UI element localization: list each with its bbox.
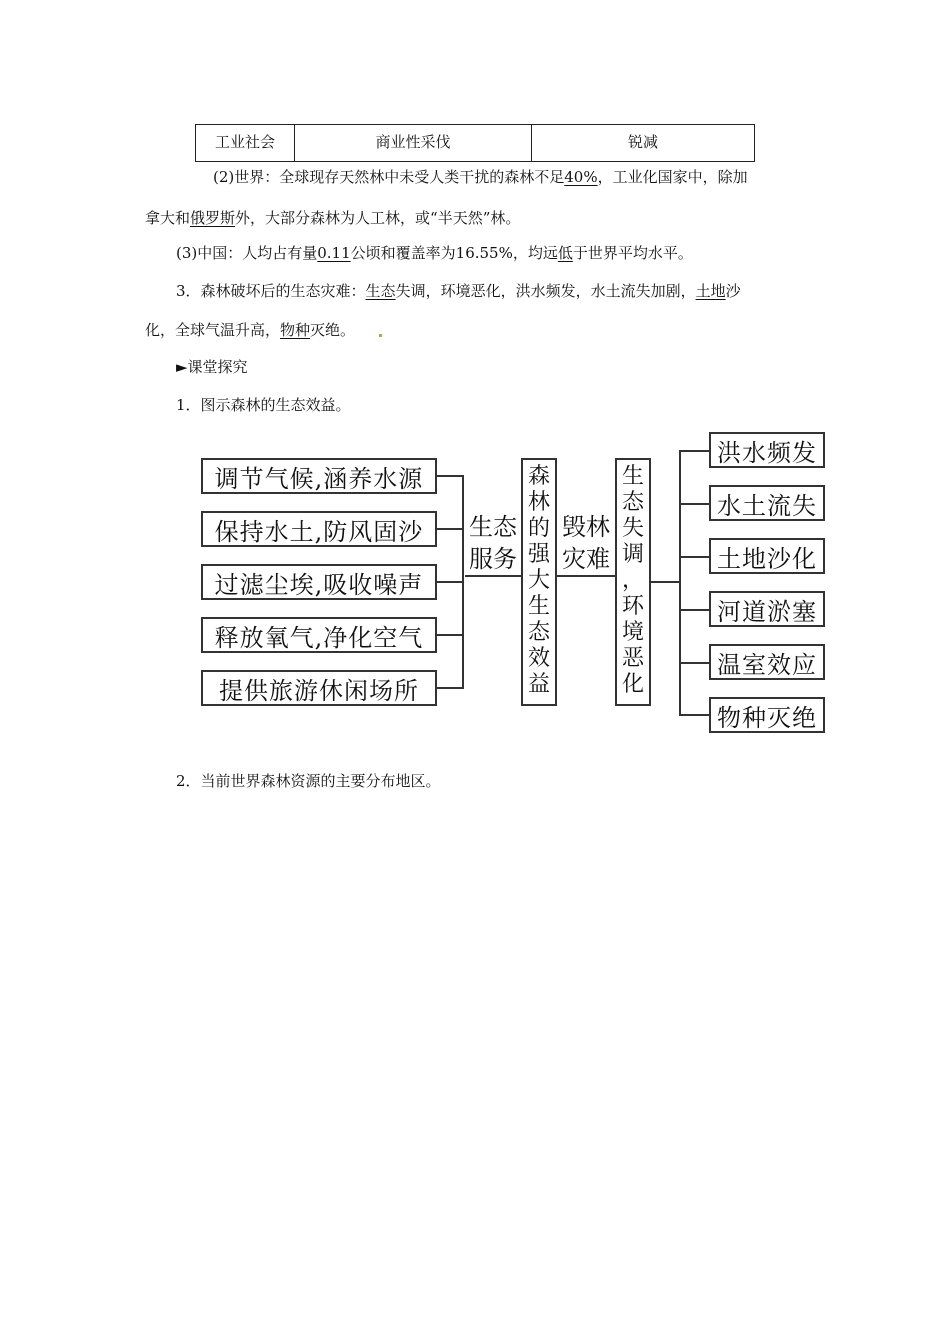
connector-line: [651, 581, 680, 583]
underlined-answer: 0.11: [317, 244, 351, 262]
question-item-2: 2．当前世界森林资源的主要分布地区。: [176, 772, 441, 790]
connector-line: [679, 714, 709, 716]
benefit-box: 释放氧气,净化空气: [201, 617, 437, 653]
table-cell: 锐减: [532, 125, 755, 162]
connector-line: [437, 634, 463, 636]
connector-line: [679, 609, 709, 611]
paragraph-disaster-line2: 化，全球气温升高，物种灭绝。: [145, 321, 356, 339]
connector-line: [679, 450, 709, 452]
connector-line: [679, 556, 709, 558]
connector-line: [437, 528, 463, 530]
center-benefit-box: 森 林 的 强 大 生 态 效 益: [521, 458, 557, 706]
table-cell: 商业性采伐: [295, 125, 532, 162]
paragraph-world-line1: (2)世界：全球现存天然林中未受人类干扰的森林不足40%，工业化国家中，除加: [213, 168, 748, 186]
connector-line: [437, 581, 463, 583]
label-ecological-service: 生态 服务: [465, 511, 521, 577]
table-cell: 工业社会: [196, 125, 295, 162]
disaster-box: 水土流失: [709, 485, 825, 521]
connector-line: [679, 503, 709, 505]
label-deforestation-disaster: 毁林 灾难: [557, 511, 615, 577]
connector-line: [462, 475, 464, 689]
question-item-1: 1．图示森林的生态效益。: [176, 396, 351, 414]
benefit-box: 调节气候,涵养水源: [201, 458, 437, 494]
paragraph-china: (3)中国：人均占有量0.11公顷和覆盖率为16.55%，均远低于世界平均水平。: [176, 244, 693, 262]
ecological-imbalance-box: 生 态 失 调 ， 环 境 恶 化: [615, 458, 651, 706]
stray-dot: [379, 334, 382, 337]
disaster-box: 土地沙化: [709, 538, 825, 574]
disaster-box: 洪水频发: [709, 432, 825, 468]
paragraph-world-line2: 拿大和俄罗斯外，大部分森林为人工林，或“半天然”林。: [145, 209, 521, 227]
disaster-box: 物种灭绝: [709, 697, 825, 733]
benefit-box: 提供旅游休闲场所: [201, 670, 437, 706]
benefit-box: 保持水土,防风固沙: [201, 511, 437, 547]
connector-line: [679, 662, 709, 664]
section-heading: ►课堂探究: [176, 358, 248, 376]
underlined-answer: 低: [557, 244, 573, 262]
disaster-box: 温室效应: [709, 644, 825, 680]
underlined-answer: 俄罗斯: [190, 209, 236, 227]
connector-line: [437, 475, 463, 477]
paragraph-disaster-line1: 3．森林破坏后的生态灾难：生态失调，环境恶化，洪水频发，水土流失加剧，土地沙: [176, 282, 741, 300]
table-row: [195, 124, 755, 162]
underlined-answer: 生态: [365, 282, 396, 300]
connector-line: [437, 687, 463, 689]
disaster-box: 河道淤塞: [709, 591, 825, 627]
connector-line: [679, 450, 681, 715]
benefit-box: 过滤尘埃,吸收噪声: [201, 564, 437, 600]
underlined-answer: 物种: [280, 321, 311, 339]
underlined-answer: 土地: [695, 282, 726, 300]
underlined-answer: 40%: [564, 168, 598, 186]
